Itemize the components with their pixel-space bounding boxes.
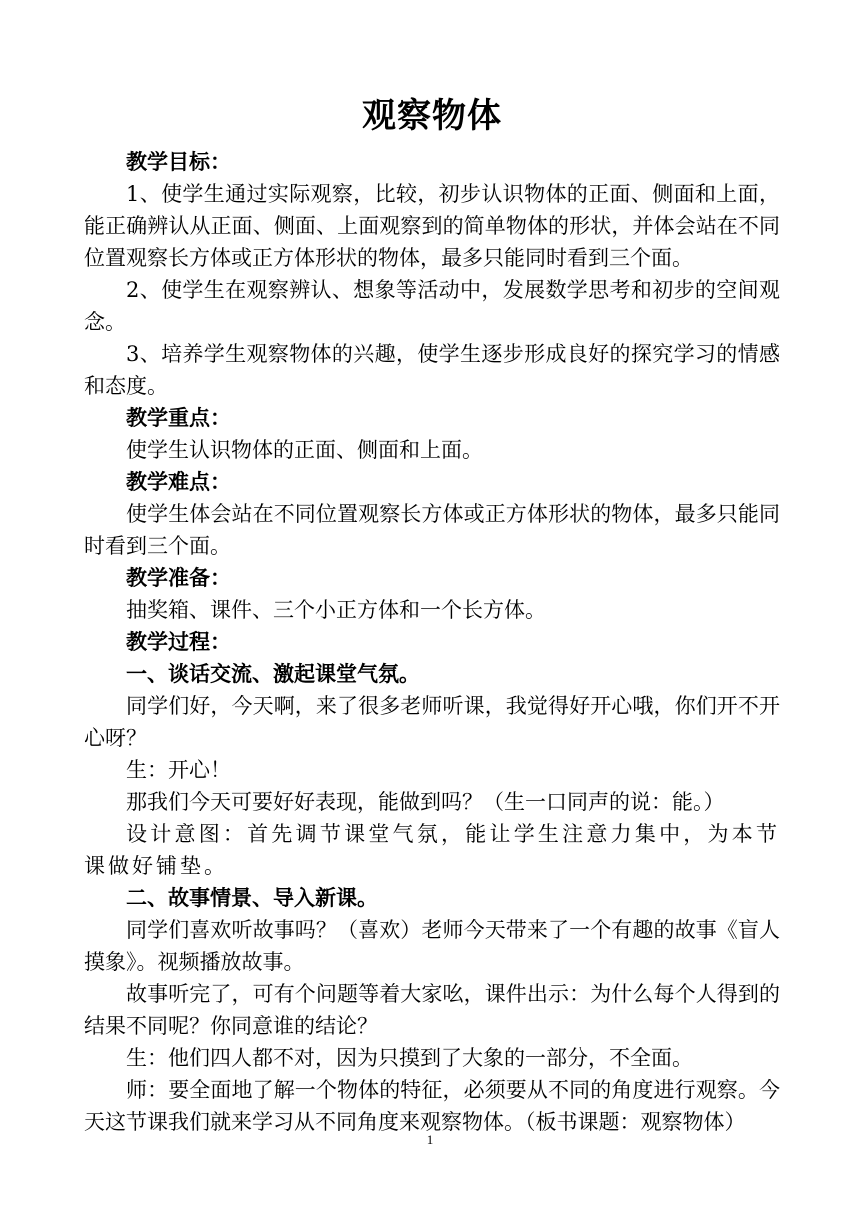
process-paragraph: 同学们好，今天啊，来了很多老师听课，我觉得好开心哦，你们开不开心呀？ — [84, 694, 780, 750]
process-paragraph: 生：他们四人都不对，因为只摸到了大象的一部分，不全面。 — [126, 1046, 693, 1070]
preparation-text: 抽奖箱、课件、三个小正方体和一个长方体。 — [126, 598, 546, 622]
process-paragraph: 故事听完了，可有个问题等着大家吆，课件出示：为什么每个人得到的结果不同呢？你同意谁的结论？ — [84, 982, 780, 1038]
page-number: 1 — [426, 1132, 434, 1147]
process-paragraph: 生：开心！ — [126, 758, 231, 782]
goal-3: 3、培养学生观察物体的兴趣，使学生逐步形成良好的探究学习的情感和态度。 — [84, 342, 780, 398]
document-page — [84, 92, 780, 1138]
heading-process: 教学过程： — [126, 629, 231, 654]
section-2-heading: 二、故事情景、导入新课。 — [126, 885, 378, 910]
key-points-text: 使学生认识物体的正面、侧面和上面。 — [126, 438, 483, 462]
design-intent-paragraph: 设计意图：首先调节课堂气氛，能让学生注意力集中，为本节课做好铺垫。 — [84, 822, 780, 878]
process-paragraph: 那我们今天可要好好表现，能做到吗？（生一口同声的说：能。） — [126, 790, 725, 814]
document-title: 观察物体 — [362, 96, 502, 136]
process-paragraph: 师：要全面地了解一个物体的特征，必须要从不同的角度进行观察。今天这节课我们就来学习从不同角度来观察物体。（板书课题：观察物体） — [84, 1078, 780, 1134]
heading-difficulties: 教学难点： — [126, 469, 231, 494]
difficulties-text: 使学生体会站在不同位置观察长方体或正方体形状的物体，最多只能同时看到三个面。 — [84, 502, 780, 558]
heading-key-points: 教学重点： — [126, 405, 231, 430]
process-paragraph: 同学们喜欢听故事吗？（喜欢）老师今天带来了一个有趣的故事《盲人摸象》。视频播放故事。 — [84, 918, 780, 974]
heading-teaching-goals: 教学目标： — [126, 149, 231, 174]
heading-preparation: 教学准备： — [126, 565, 231, 590]
section-1-heading: 一、谈话交流、激起课堂气氛。 — [126, 661, 420, 686]
goal-1: 1、使学生通过实际观察，比较，初步认识物体的正面、侧面和上面，能正确辨认从正面、侧面、上面观察到的简单物体的形状，并体会站在不同位置观察长方体或正方体形状的物体，最多只能同时看到三个面。 — [84, 182, 780, 270]
goal-2: 2、使学生在观察辨认、想象等活动中，发展数学思考和初步的空间观念。 — [84, 278, 780, 334]
